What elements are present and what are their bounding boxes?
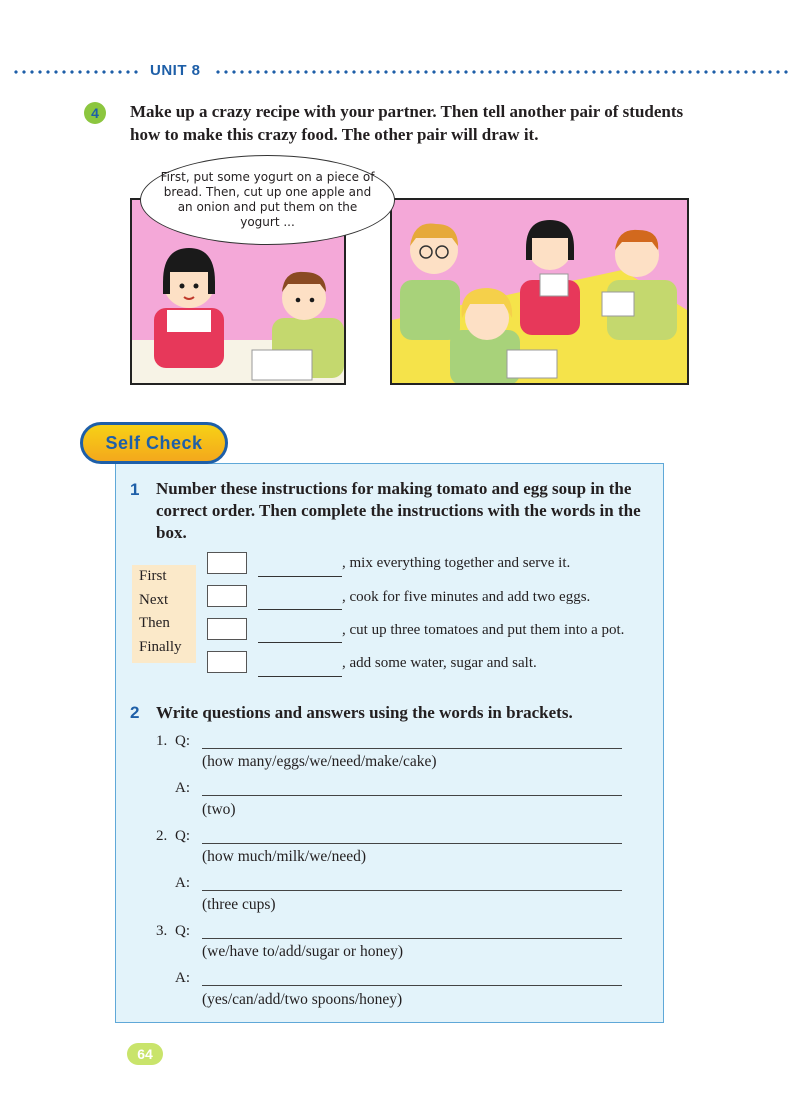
answer-hint: (three cups) (202, 896, 276, 913)
question-number: 3. (156, 923, 168, 939)
self-check-title: Self Check (80, 422, 228, 464)
answer-blank-4[interactable] (258, 656, 342, 677)
speech-bubble: First, put some yogurt on a piece of bread. Then, cut up one apple and an onion and put them on the yogurt ... (140, 155, 395, 245)
word-box-item: Next (139, 591, 169, 608)
unit-title: UNIT 8 (150, 62, 201, 79)
word-box-item: Then (139, 615, 170, 631)
order-number-box-1[interactable] (207, 552, 247, 574)
answer-line[interactable] (202, 890, 622, 891)
answer-hint: (yes/can/add/two spoons/honey) (202, 991, 403, 1008)
answer-blank-2[interactable] (258, 589, 342, 610)
question-label: Q: (175, 733, 190, 749)
answer-hint: (two) (202, 801, 236, 818)
question-hint: (how much/milk/we/need) (202, 848, 366, 865)
question-hint: (we/have to/add/sugar or honey) (202, 943, 404, 960)
instruction-item-3: , cut up three tomatoes and put them into a pot. (342, 622, 625, 638)
answer-line[interactable] (202, 795, 622, 796)
order-number-box-4[interactable] (207, 651, 247, 673)
word-box-item: First (139, 568, 167, 584)
word-box-item: Finally (139, 638, 182, 655)
page-number: 64 (127, 1043, 163, 1065)
activity-instruction: Make up a crazy recipe with your partner. Then tell another pair of students how to make this crazy food. The other pair will draw it. (130, 102, 684, 144)
word-box (132, 565, 196, 663)
self-check-panel (115, 463, 664, 1023)
instruction-item-4: , add some water, sugar and salt. (342, 655, 537, 671)
order-number-box-3[interactable] (207, 618, 247, 640)
answer-line[interactable] (202, 985, 622, 986)
instruction-item-2: , cook for five minutes and add two eggs. (342, 589, 591, 605)
activity-number-badge: 4 (84, 102, 106, 124)
q1-instruction: Number these instructions for making tomato and egg soup in the correct order. Then complete the instructions with the words in the box. (156, 479, 641, 542)
question-answer-line[interactable] (202, 938, 622, 939)
answer-label: A: (175, 970, 190, 986)
question-number: 2. (156, 828, 168, 844)
answer-blank-3[interactable] (258, 622, 342, 643)
q2-number: 2 (130, 703, 140, 722)
question-label: Q: (175, 923, 190, 939)
q1-number: 1 (130, 480, 140, 499)
answer-blank-1[interactable] (258, 556, 342, 577)
instruction-item-1: , mix everything together and serve it. (342, 555, 571, 571)
question-answer-line[interactable] (202, 748, 622, 749)
question-number: 1. (156, 733, 168, 749)
question-answer-line[interactable] (202, 843, 622, 844)
q2-instruction: Write questions and answers using the words in brackets. (156, 703, 573, 722)
illustration-group-of-students (392, 200, 687, 383)
answer-label: A: (175, 875, 190, 891)
order-number-box-2[interactable] (207, 585, 247, 607)
comic-panel-right (390, 198, 689, 385)
question-label: Q: (175, 828, 190, 844)
answer-label: A: (175, 780, 190, 796)
header-dots-right (214, 70, 790, 74)
question-hint: (how many/eggs/we/need/make/cake) (202, 753, 437, 770)
header-dots-left (12, 70, 140, 74)
